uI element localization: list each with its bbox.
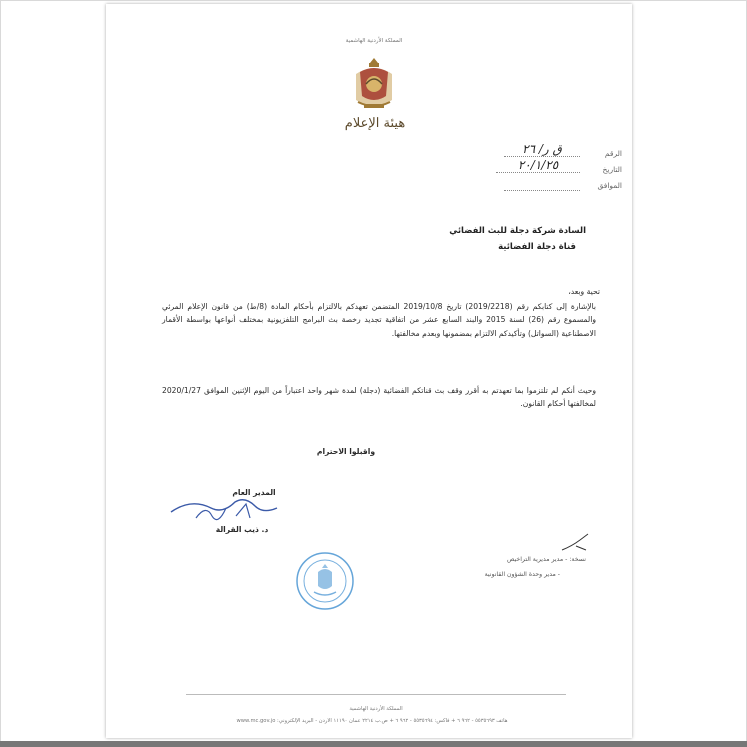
- viewer-bottom-bar: [0, 741, 747, 747]
- cc-line-2: - مدير وحدة الشؤون القانونية: [484, 571, 560, 578]
- letter-page: [106, 4, 632, 738]
- ref-date-label: التاريخ: [602, 165, 622, 174]
- ref-number-value: ق ر/ ٢٦: [504, 142, 580, 157]
- initials-mark: [558, 532, 598, 554]
- ref-date-value: ٢٠/١/٢٥: [496, 158, 580, 173]
- letterhead-top-line: المملكة الأردنية الهاشمية: [345, 38, 403, 44]
- signature-name: د. ذيب القرالة: [215, 525, 269, 534]
- addressee-line-2: قناة دجلة الفضائية: [498, 242, 576, 252]
- body-paragraph-1: بالإشارة إلى كتابكم رقم (2019/2218) تاريخ 2019/10/8 المتضمن تعهدكم بالالتزام بأحكام المادة (8/ط) من قانون الإعلام المرئي والمسموع رقم (26) لسنة 2015 والبند السابع عشر من اتفاقية تجديد رخصة بث البرامج التلفزيونية بمختلف أنواعها بواسطة الأقمار الاصطناعية (السواتل) وتأكيدكم الالتزام بمضمونها وبعدم مخالفتها.: [162, 302, 596, 338]
- closing-line: واقبلوا الاحترام: [316, 447, 376, 456]
- signature-title: المدير العام: [232, 488, 276, 497]
- ref-number-label: الرقم: [604, 149, 622, 158]
- ref-hijri-label: الموافق: [597, 181, 622, 190]
- footer-line-2: هاتف ٥٥٣٥٦٩٣ - ٩٦٢ ٦ + فاكس: ٥٥٣٥٦٩٤ - ٩٦٢ ٦ + ص.ب ٢٢١٤ عمان ١١١٩٠ الأردن - البريد الإلكتروني: www.mc.gov.jo: [236, 718, 508, 724]
- ref-hijri-line: [504, 190, 580, 191]
- official-seal-icon: [294, 550, 356, 612]
- footer-line-1: المملكة الأردنية الهاشمية: [349, 706, 403, 712]
- handwritten-signature: [166, 498, 281, 524]
- footer-divider: [186, 694, 566, 695]
- authority-name: هيئة الإعلام: [344, 116, 406, 131]
- greeting: تحية وبعد،: [568, 287, 600, 296]
- cc-line-1: نسخة: - مدير مديرية التراخيص: [506, 556, 586, 563]
- jordan-crest-icon: [350, 56, 398, 112]
- body-paragraph-2: وحيث أنكم لم تلتزموا بما تعهدتم به أقرر وقف بث قناتكم الفضائية (دجلة) لمدة شهر واحد اعتباراً من اليوم الإثنين الموافق 2020/1/27 لمخالفتها أحكام القانون.: [162, 386, 596, 409]
- addressee-line-1: السادة شركة دجلة للبث الفضائي: [449, 226, 586, 236]
